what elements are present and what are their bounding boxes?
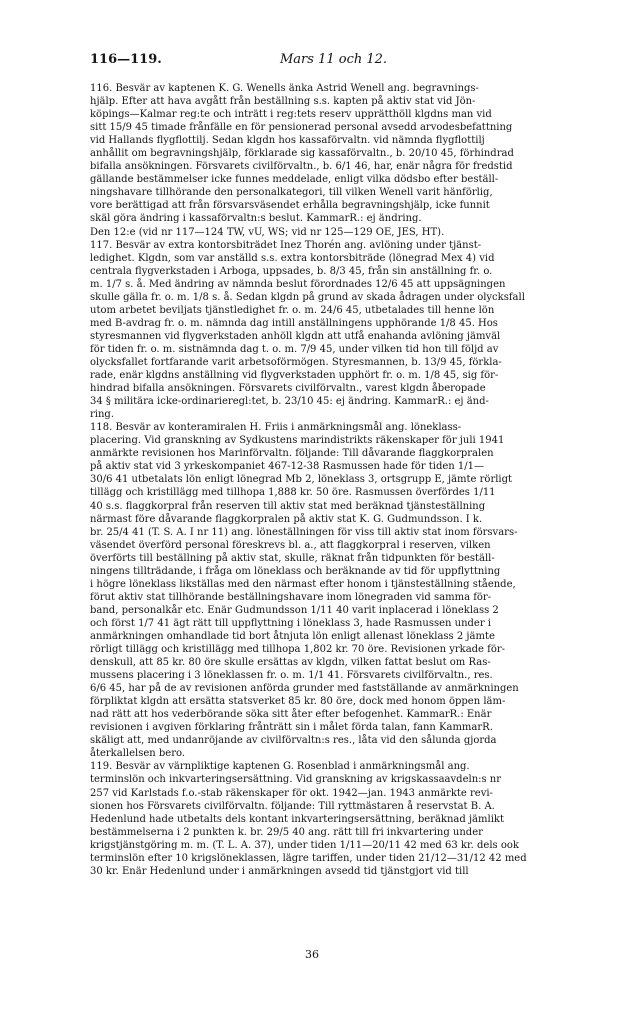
text-line: centrala flygverkstaden i Arboga, uppsades, b. 8/3 45, från sin anställning fr. o. <box>90 265 493 277</box>
text-line: för tiden fr. o. m. sistnämnda dag t. o. m. 7/9 45, under vilken tid hon till följd av <box>90 343 499 355</box>
text-line: mussens placering i 3 löneklassen fr. o. m. 1/1 41. Försvarets civilförvaltn., res. <box>90 670 493 682</box>
text-line: krigstjänstgöring m. m. (T. L. A. 37), under tiden 1/11—20/11 42 med 63 kr. dels ook <box>90 839 519 851</box>
text-line: revisionen i avgiven förklaring frånträtt sin i målet förda talan, fann KammarR. <box>90 722 493 734</box>
text-line: terminslön och inkvarteringsersättning. Vid granskning av krigskassaavdeln:s nr <box>90 774 502 786</box>
text-line: ningens tillträdande, i fråga om löneklass och beräknande av tid för uppflyttning <box>90 565 501 577</box>
text-line: närmast före dåvarande flaggkorpralen på aktiv stat K. G. Gudmundsson. I k. <box>90 513 483 525</box>
text-line: anmärkningen omhandlade tid bort åtnjuta lön enligt allenast löneklass 2 jämte <box>90 630 495 642</box>
text-line: utom arbetet beviljats tjänstledighet fr. o. m. 24/6 45, utbetalades till henne lön <box>90 304 495 316</box>
text-line: 117. Besvär av extra kontorsbiträdet Inez Thorén ang. avlöning under tjänst- <box>90 239 482 251</box>
text-line: väsendet överförd personal föreskrevs bl. a., att flaggkorpral i reserven, vilken <box>90 539 491 551</box>
text-line: bestämmelserna i 2 punkten k. br. 29/5 40 ang. rätt till fri inkvartering under <box>90 826 483 838</box>
text-line: bifalla ansökningen. Försvarets civilförvaltn., b. 6/1 46, har, enär några för fredstid <box>90 161 513 173</box>
text-line: och först 1/7 41 ägt rätt till uppflyttning i löneklass 3, hade Rasmussen under i <box>90 617 491 629</box>
text-line: 34 § militära icke-ordinarieregl:tet, b. 23/10 45: ej ändring. KammarR.: ej änd- <box>90 396 489 408</box>
text-line: tillägg och kristillägg med tillhopa 1,888 kr. 50 öre. Rasmussen överfördes 1/11 <box>90 487 496 499</box>
text-line: denskull, att 85 kr. 80 öre skulle ersättas av klgdn, vilken fattat beslut om Ras- <box>90 657 491 669</box>
text-line: ningshavare tillhörande den personalkategori, till vilken Wenell varit hänförlig, <box>90 187 493 199</box>
running-title-date: Mars 11 och 12. <box>280 52 388 67</box>
text-line: nad rätt att hos vederbörande söka sitt åter efter befogenhet. KammarR.: Enär <box>90 709 492 721</box>
text-line: sitt 15/9 45 timade frånfälle en för pensionerad personal avsedd arvodesbefattning <box>90 122 513 134</box>
text-line: hjälp. Efter att hava avgått från beställning s.s. kapten på aktiv stat vid Jön- <box>90 96 476 108</box>
text-line: vore berättigad att från försvarsväsendet erhålla begravningshjälp, icke funnit <box>90 200 490 212</box>
text-line: 30 kr. Enär Hedenlund under i anmärkningen avsedd tid tjänstgjort vid till <box>90 865 469 877</box>
text-line: m. 1/7 s. å. Med ändring av nämnda beslut förordnades 12/6 45 att uppsägningen <box>90 278 506 290</box>
body-text <box>90 82 578 878</box>
text-line: gällande bestämmelser icke funnes meddelade, enligt vilka dödsbo efter beställ- <box>90 174 499 186</box>
page-number: 36 <box>305 948 319 961</box>
text-line: återkallelsen bero. <box>90 748 186 760</box>
text-line: i högre löneklass likställas med den närmast efter honom i tjänsteställning stående, <box>90 578 516 590</box>
text-line: anmärkte revisionen hos Marinförvaltn. följande: Till dåvarande flaggkorpralen <box>90 448 494 460</box>
text-line: 30/6 41 utbetalats lön enligt lönegrad Mb 2, löneklass 3, ortsgrupp E, jämte rörligt <box>90 474 513 486</box>
text-line: br. 25/4 41 (T. S. A. I nr 11) ang. löneställningen för viss till aktiv stat inom försvars- <box>90 526 518 538</box>
text-line: 6/6 45, har på de av revisionen anförda grunder med fastställande av anmärkningen <box>90 683 519 695</box>
text-line: ledighet. Klgdn, som var anställd s.s. extra kontorsbiträde (lönegrad Mex 4) vid <box>90 252 495 264</box>
date-heading: Den 12:e (vid nr 117—124 TW, vU, WS; vid nr 125—129 OE, JES, HT). <box>90 226 445 238</box>
text-line: sionen hos Försvarets civilförvaltn. följande: Till ryttmästaren å reservstat B. A. <box>90 800 495 812</box>
text-line: förut aktiv stat tillhörande beställningshavare inom lönegraden vid samma för- <box>90 591 492 603</box>
text-line: skäligt att, med undanröjande av civilförvaltn:s res., låta vid den sålunda gjorda <box>90 735 497 747</box>
text-line: förpliktat klgdn att ersätta statsverket 85 kr. 80 öre, dock med honom öppen läm- <box>90 696 506 708</box>
text-line: olycksfallet fortfarande varit arbetsoförmögen. Styresmannen, b. 13/9 45, förkla- <box>90 356 502 368</box>
running-head <box>90 50 580 70</box>
text-line: ring. <box>90 409 114 421</box>
text-line: vid Hallands flygflottilj. Sedan klgdn hos kassaförvaltn. vid nämnda flygflottilj <box>90 135 485 147</box>
text-line: 40 s.s. flaggkorpral från reserven till aktiv stat med beräknad tjänsteställning <box>90 500 486 512</box>
text-line: rörligt tillägg och kristillägg med tillhopa 1,802 kr. 70 öre. Revisionen yrkade för- <box>90 644 506 656</box>
text-line: anhållit om begravningshjälp, förklarade sig kassaförvaltn., b. 20/10 45, förhindrad <box>90 148 514 160</box>
text-line: 119. Besvär av värnpliktige kaptenen G. Rosenblad i anmärkningsmål ang. <box>90 761 470 773</box>
text-line: 118. Besvär av konteramiralen H. Friis i anmärkningsmål ang. löneklass- <box>90 422 462 434</box>
text-line: Hedenlund hade utbetalts dels kontant inkvarteringsersättning, beräknad jämlikt <box>90 813 504 825</box>
text-line: rade, enär klgdns anställning vid flygverkstaden upphört fr. o. m. 1/8 45, sig för- <box>90 370 499 382</box>
text-line: överförts till beställning på aktiv stat, skulle, räknat från tidpunkten för beställ- <box>90 552 495 564</box>
text-line: hindrad bifalla ansökningen. Försvarets civilförvaltn., varest klgdn åberopade <box>90 383 486 395</box>
text-line: på aktiv stat vid 3 yrkeskompaniet 467-12-38 Rasmussen hade för tiden 1/1— <box>90 461 484 473</box>
text-line: placering. Vid granskning av Sydkustens marindistrikts räkenskaper för juli 1941 <box>90 435 505 447</box>
text-line: styresmannen vid flygverkstaden anhöll klgdn att utfå enahanda avlöning jämväl <box>90 330 501 342</box>
text-line: band, personalkår etc. Enär Gudmundsson 1/11 40 varit inplacerad i löneklass 2 <box>90 604 499 616</box>
text-line: skäl göra ändring i kassaförvaltn:s beslut. KammarR.: ej ändring. <box>90 213 422 225</box>
text-line: 257 vid Karlstads f.o.-stab räkenskaper för okt. 1942—jan. 1943 anmärkte revi- <box>90 787 493 799</box>
text-line: med B-avdrag fr. o. m. nämnda dag intill anställningens upphörande 1/8 45. Hos <box>90 317 498 329</box>
text-line: köpings—Kalmar reg:te och inträtt i reg:tets reserv upprätthöll klgdns man vid <box>90 109 492 121</box>
text-line: terminslön efter 10 krigslöneklassen, lägre tariffen, under tiden 21/12—31/12 42 med <box>90 852 527 864</box>
text-line: skulle gälla fr. o. m. 1/8 s. å. Sedan klgdn på grund av skada ådragen under olycksfall <box>90 291 525 303</box>
page-range: 116—119. <box>90 52 162 67</box>
text-line: 116. Besvär av kaptenen K. G. Wenells änka Astrid Wenell ang. begravnings- <box>90 83 479 94</box>
